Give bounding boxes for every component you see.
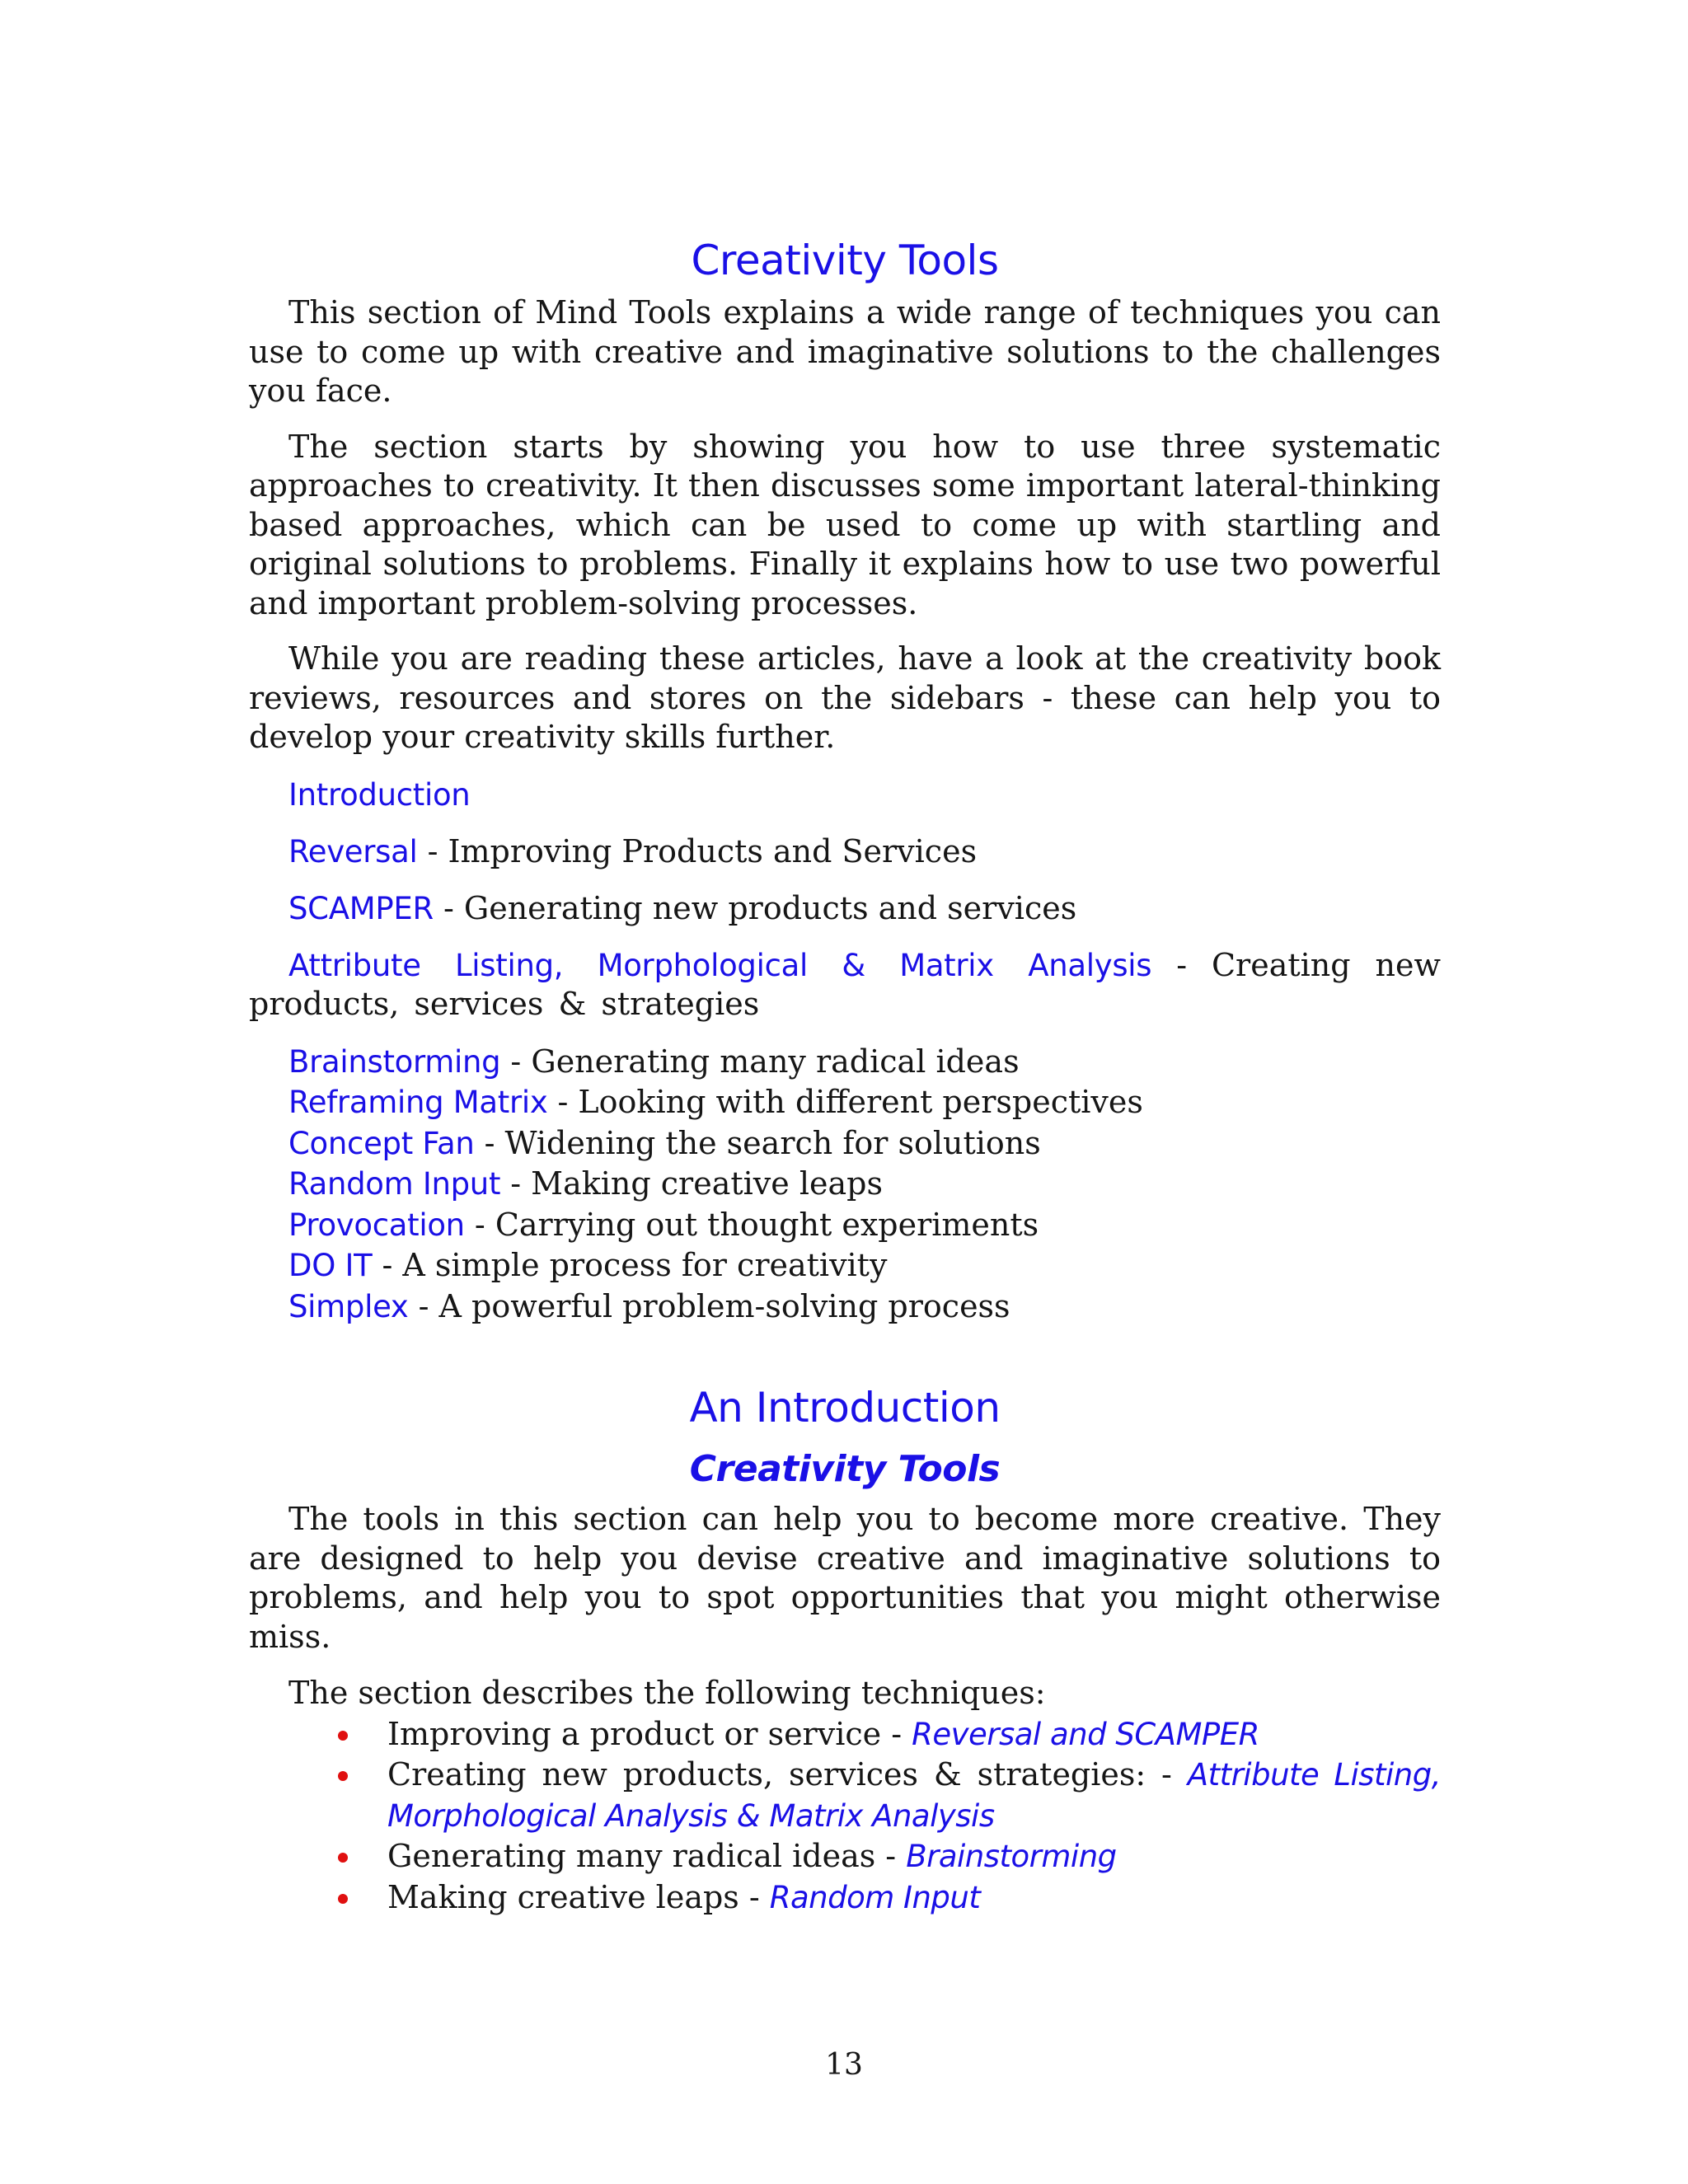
toc-link-provocation[interactable]: Provocation [288, 1207, 465, 1243]
intro2-paragraph-2: The section describes the following techniques: [288, 1675, 1046, 1711]
toc-link-reframing-matrix[interactable]: Reframing Matrix [288, 1085, 548, 1120]
toc-desc: - Creating new products, services & strategies [249, 946, 1441, 1022]
techniques-list [249, 1714, 1441, 1919]
toc-desc: - Generating new products and services [433, 889, 1077, 926]
bullet-icon [338, 1853, 348, 1863]
toc-link-simplex[interactable]: Simplex [288, 1288, 409, 1324]
toc-item-do-it [249, 1245, 1441, 1286]
toc-item-reframing-matrix [249, 1082, 1441, 1123]
toc-item-simplex [249, 1286, 1441, 1328]
toc-link-introduction[interactable]: Introduction [288, 776, 471, 813]
list-item-text: Making creative leaps - [387, 1878, 770, 1915]
toc-item-provocation [249, 1205, 1441, 1246]
bullet-icon [338, 1894, 348, 1904]
intro-paragraph-2: The section starts by showing you how to use three systematic approaches to creativity. It then discusses some important lateral-thinking based approaches, which can be used to come up with startling and original solutions to problems. Finally it explains how to use two powerful and important problem-solving processes. [249, 428, 1441, 621]
toc-list [249, 776, 1441, 1328]
list-item-link[interactable]: Attribute Listing, Morphological Analysis & Matrix Analysis [387, 1757, 1441, 1834]
toc-desc: - Widening the search for solutions [474, 1124, 1041, 1161]
toc-compact-list [249, 1042, 1441, 1328]
intro-paragraph-3: While you are reading these articles, have a look at the creativity book reviews, resources and stores on the sidebars - these can help you to develop your creativity skills further. [249, 640, 1441, 755]
list-item-link[interactable]: Brainstorming [906, 1839, 1117, 1874]
toc-desc: - A powerful problem-solving process [408, 1287, 1010, 1324]
list-item-text: Generating many radical ideas - [387, 1838, 907, 1874]
toc-desc: - Looking with different perspectives [547, 1084, 1143, 1120]
list-item [387, 1836, 1441, 1877]
document-page [249, 231, 1441, 1918]
toc-desc: - A simple process for creativity [372, 1247, 888, 1283]
toc-link-random-input[interactable]: Random Input [288, 1166, 501, 1202]
toc-item-random-input [249, 1164, 1441, 1205]
toc-desc: - Improving Products and Services [417, 832, 978, 869]
section-title-an-introduction: An Introduction [689, 1384, 1001, 1432]
toc-item-introduction [249, 776, 1441, 814]
toc-link-attribute-listing[interactable]: Attribute Listing, Morphological & Matrix Analysis [288, 947, 1152, 983]
toc-desc: - Carrying out thought experiments [464, 1206, 1039, 1243]
page-number: 13 [825, 2048, 863, 2082]
toc-link-scamper[interactable]: SCAMPER [288, 890, 434, 926]
toc-item-brainstorming [249, 1042, 1441, 1083]
toc-link-reversal[interactable]: Reversal [288, 833, 418, 869]
list-item [387, 1755, 1441, 1836]
toc-item-concept-fan [249, 1123, 1441, 1165]
list-item-link[interactable]: Random Input [769, 1879, 981, 1915]
bullet-icon [338, 1771, 348, 1781]
toc-item-attribute-listing [249, 946, 1441, 1024]
intro-paragraph-1: This section of Mind Tools explains a wide range of techniques you can use to come up with creative and imaginative solutions to the challenges you face. [249, 294, 1441, 409]
list-item [387, 1877, 1441, 1919]
toc-item-reversal [249, 832, 1441, 871]
toc-link-brainstorming[interactable]: Brainstorming [288, 1043, 501, 1080]
intro2-paragraph-1: The tools in this section can help you to become more creative. They are designed to help you devise creative and imaginative solutions to problems, and help you to spot opportunities that you might otherwise miss. [249, 1501, 1441, 1655]
toc-desc: - Generating many radical ideas [500, 1043, 1020, 1080]
list-item [387, 1714, 1441, 1755]
list-item-link[interactable]: Reversal and SCAMPER [912, 1716, 1259, 1752]
section-title-creativity-tools: Creativity Tools [691, 237, 999, 284]
section-subtitle-creativity-tools: Creativity Tools [689, 1448, 1001, 1490]
bullet-icon [338, 1731, 348, 1741]
list-item-text: Improving a product or service - [387, 1715, 912, 1752]
toc-link-do-it[interactable]: DO IT [288, 1248, 373, 1283]
list-item-text: Creating new products, services & strategies: - [387, 1756, 1188, 1793]
toc-desc: - Making creative leaps [500, 1165, 883, 1202]
toc-link-concept-fan[interactable]: Concept Fan [288, 1125, 475, 1161]
toc-item-scamper [249, 889, 1441, 928]
